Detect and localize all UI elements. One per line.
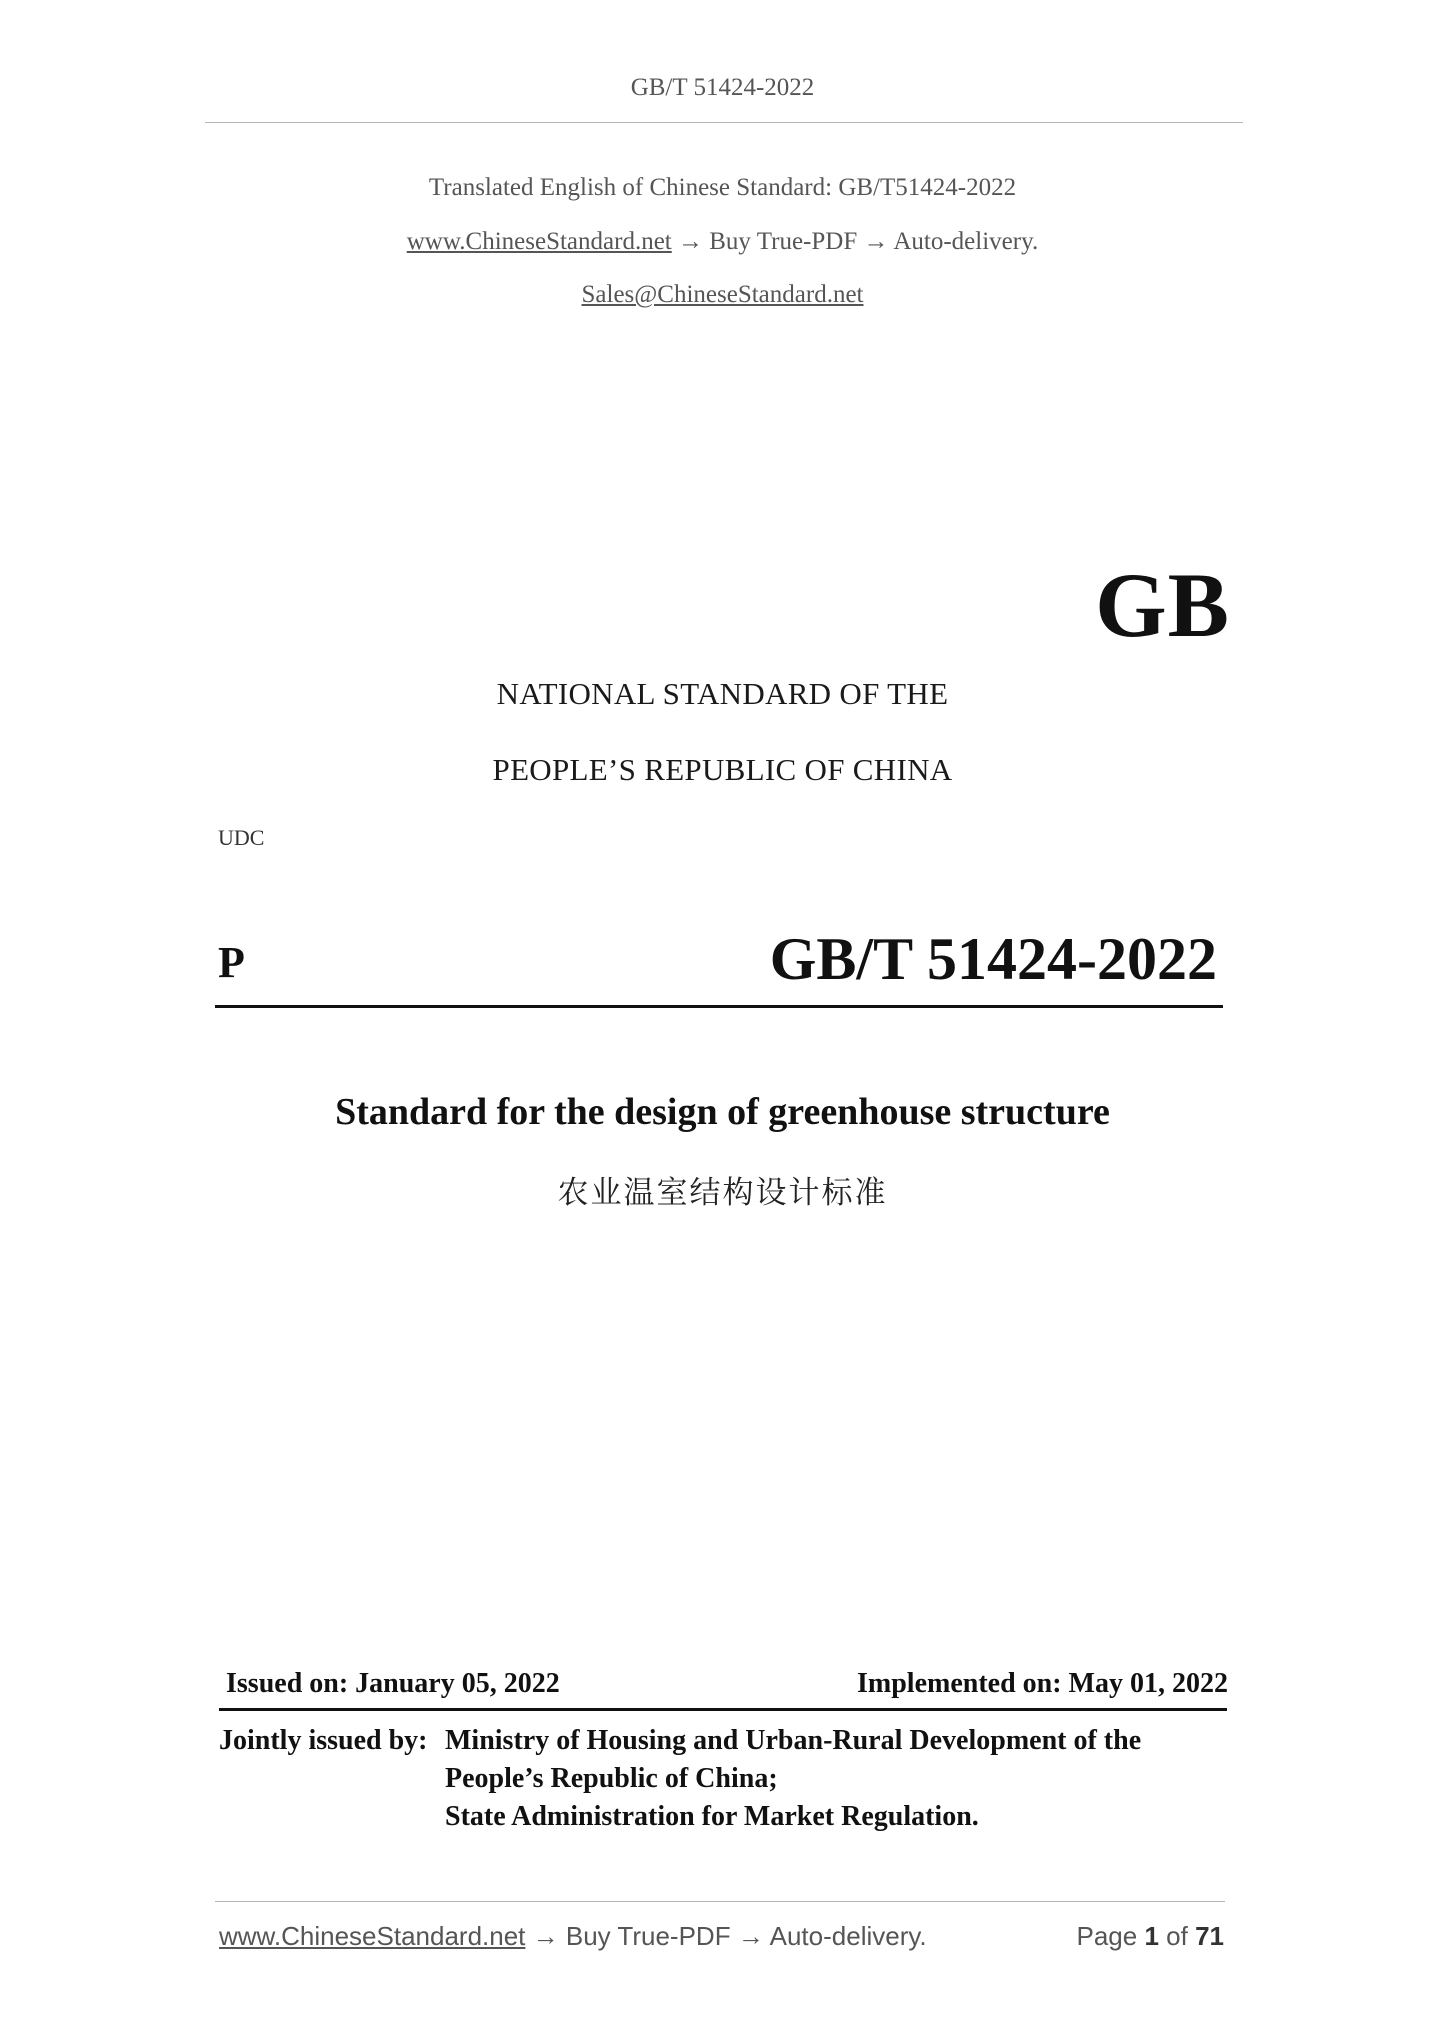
page-indicator	[1076, 1921, 1224, 1952]
issued-date: Issued on: January 05, 2022	[226, 1668, 560, 1699]
arrow-icon: →	[678, 228, 703, 255]
footer-delivery-text: Auto-delivery.	[769, 1921, 927, 1951]
running-header: GB/T 51424-2022	[630, 74, 815, 101]
header-divider	[205, 122, 1243, 123]
issuer-line-3: State Administration for Market Regulation.	[445, 1801, 979, 1832]
dates-rule	[219, 1708, 1227, 1711]
email-link[interactable]: Sales@ChineseStandard.net	[581, 281, 864, 308]
arrow-icon: →	[532, 1921, 559, 1951]
arrow-icon: →	[737, 1921, 764, 1951]
purchase-notice	[0, 228, 1445, 256]
issuer-line-2: People’s Republic of China;	[445, 1763, 778, 1794]
jointly-issued-label: Jointly issued by:	[219, 1725, 428, 1756]
footer-site-link[interactable]: www.ChineseStandard.net	[219, 1921, 526, 1951]
title-chinese: 农业温室结构设计标准	[557, 1175, 888, 1211]
page-current: 1	[1144, 1921, 1159, 1951]
delivery-text: Auto-delivery.	[893, 228, 1039, 255]
footer-buy-text: Buy True-PDF	[565, 1921, 731, 1951]
page-label: Page	[1076, 1921, 1138, 1951]
of-label: of	[1166, 1921, 1188, 1951]
national-standard-line-1: NATIONAL STANDARD OF THE	[496, 676, 949, 711]
footer-purchase-notice	[219, 1921, 927, 1952]
implemented-date: Implemented on: May 01, 2022	[857, 1668, 1228, 1699]
translation-notice: Translated English of Chinese Standard: GB/T51424-2022	[428, 174, 1017, 201]
standard-number-rule	[215, 1005, 1223, 1008]
site-link[interactable]: www.ChineseStandard.net	[406, 228, 672, 255]
email-notice	[0, 281, 1445, 309]
national-standard-line-2: PEOPLE’S REPUBLIC OF CHINA	[492, 752, 953, 787]
title-english: Standard for the design of greenhouse structure	[335, 1091, 1110, 1133]
page-total: 71	[1195, 1921, 1224, 1951]
buy-text: Buy True-PDF	[709, 228, 858, 255]
gb-mark: GB	[1095, 554, 1230, 656]
standard-number: GB/T 51424-2022	[769, 926, 1217, 992]
arrow-icon: →	[863, 228, 889, 255]
footer-divider	[215, 1901, 1225, 1902]
issuer-line-1: Ministry of Housing and Urban-Rural Development of the	[445, 1725, 1142, 1756]
udc-label: UDC	[218, 825, 265, 850]
classification-code: P	[218, 938, 245, 987]
